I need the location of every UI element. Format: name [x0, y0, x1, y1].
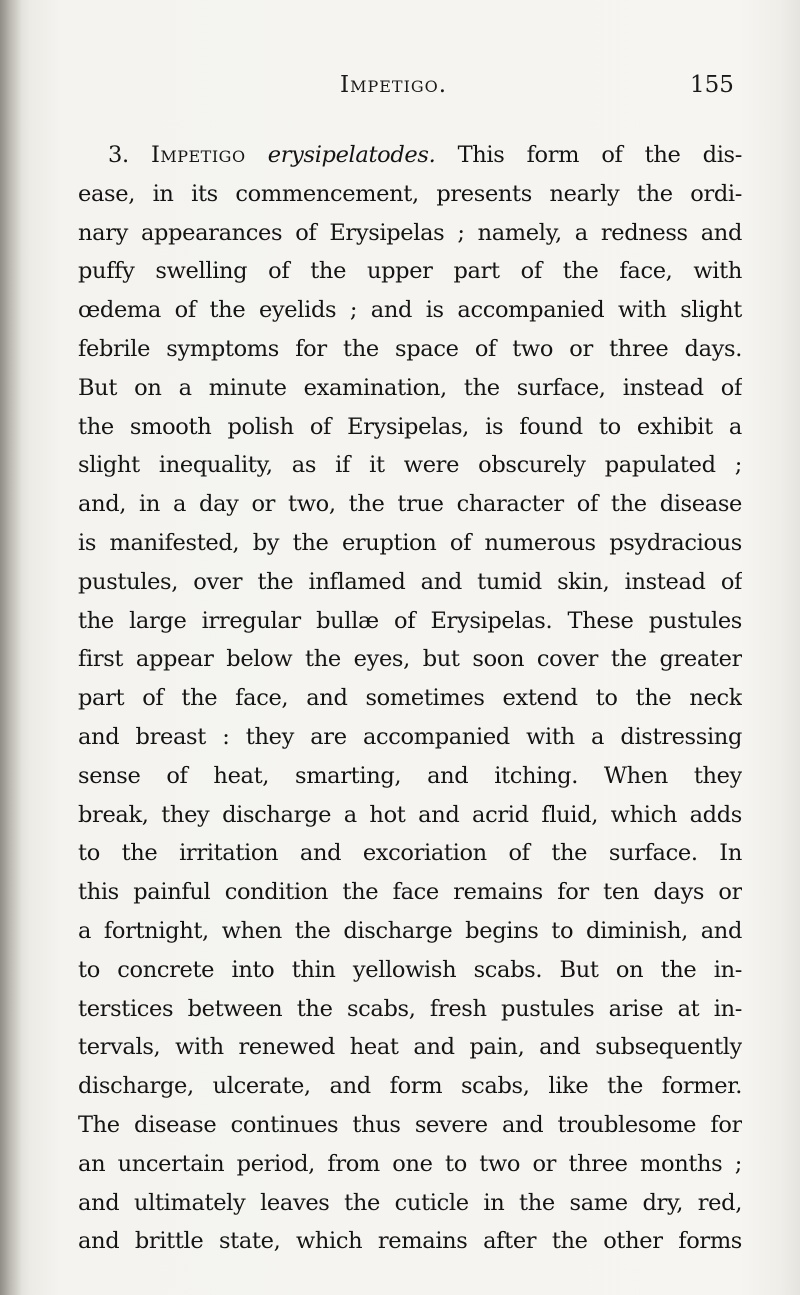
text-line: puffy swelling of the upper part of the face, with: [78, 258, 742, 285]
text-line: part of the face, and sometimes extend to the neck: [78, 685, 742, 712]
section-title: Impetigo: [150, 142, 246, 168]
text-line: terstices between the scabs, fresh pustules arise at in-: [78, 995, 742, 1022]
first-line-text: This form of the dis-: [457, 142, 742, 168]
running-head: [0, 72, 800, 106]
text-line: the smooth polish of Erysipelas, is found to exhibit a: [78, 413, 742, 440]
text-line: The disease continues thus severe and troublesome for: [78, 1111, 742, 1138]
text-line: febrile symptoms for the space of two or three days.: [78, 335, 742, 362]
paragraph-first-line: [78, 136, 742, 175]
text-line: nary appearances of Erysipelas ; namely, a redness and: [78, 219, 742, 246]
text-line: œdema of the eyelids ; and is accompanied with slight: [78, 297, 742, 324]
text-line: and breast : they are accompanied with a distressing: [78, 723, 742, 750]
section-number: 3.: [108, 142, 129, 168]
text-line: first appear below the eyes, but soon cover the greater: [78, 646, 742, 673]
page-number: 155: [690, 72, 734, 98]
text-line: sense of heat, smarting, and itching. When they: [78, 762, 742, 789]
text-line: is manifested, by the eruption of numerous psydracious: [78, 529, 742, 556]
text-line: a fortnight, when the discharge begins to diminish, and: [78, 917, 742, 944]
text-line: ease, in its commencement, presents nearly the ordi-: [78, 180, 742, 207]
text-line: to the irritation and excoriation of the surface. In: [78, 840, 742, 867]
text-line: tervals, with renewed heat and pain, and subsequently: [78, 1034, 742, 1061]
text-line: the large irregular bullæ of Erysipelas. These pustules: [78, 607, 742, 634]
text-line: break, they discharge a hot and acrid fluid, which adds: [78, 801, 742, 828]
text-line: an uncertain period, from one to two or three months ;: [78, 1150, 742, 1177]
text-line: discharge, ulcerate, and form scabs, like the former.: [78, 1073, 742, 1100]
text-line: and, in a day or two, the true character of the disease: [78, 491, 742, 518]
running-title: Impetigo.: [340, 72, 448, 98]
text-line: and ultimately leaves the cuticle in the same dry, red,: [78, 1189, 742, 1216]
text-line: and brittle state, which remains after the other forms: [78, 1228, 742, 1255]
body-paragraph: [78, 136, 742, 1261]
section-species: erysipelatodes.: [267, 142, 436, 168]
text-line: slight inequality, as if it were obscurely papulated ;: [78, 452, 742, 479]
text-line: to concrete into thin yellowish scabs. But on the in-: [78, 956, 742, 983]
gutter-shadow: [0, 0, 22, 1295]
text-line: pustules, over the inflamed and tumid skin, instead of: [78, 568, 742, 595]
text-line: this painful condition the face remains for ten days or: [78, 879, 742, 906]
text-line: But on a minute examination, the surface, instead of: [78, 374, 742, 401]
